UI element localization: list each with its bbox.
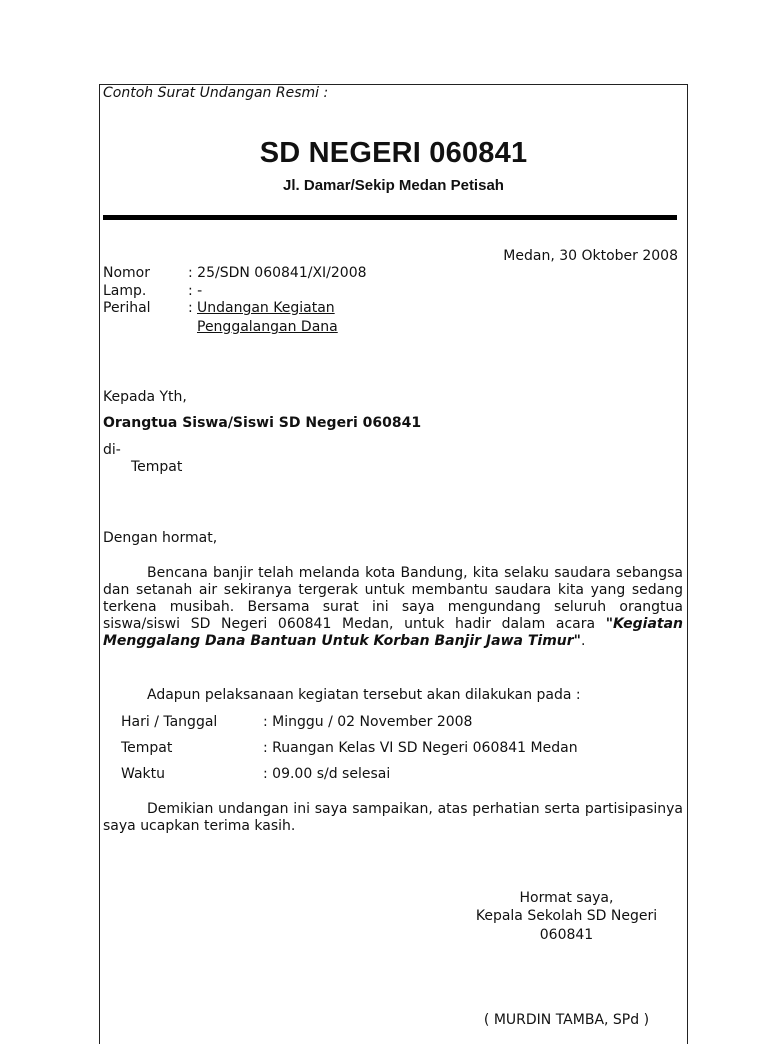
caption: Contoh Surat Undangan Resmi : [103,85,329,101]
signature-name: ( MURDIN TAMBA, SPd ) [483,1012,650,1028]
body-paragraph-2: Adapun pelaksanaan kegiatan tersebut akan dilakukan pada : [147,687,581,703]
letterhead-divider [103,215,677,220]
lamp-value: : - [188,283,203,299]
recipient-name: Orangtua Siswa/Siswi SD Negeri 060841 [103,415,422,431]
detail-label-time: Waktu [121,766,165,782]
paragraph1-text: Bencana banjir telah melanda kota Bandung, kita selaku saudara sebangsa dan setanah air sekiranya tergerak untuk membantu saudara kita yang sedang terkena musibah. Bersama surat ini saya mengundang seluruh orangtua siswa/siswi SD Negeri 060841 Medan, untuk hadir dalam acara [103,565,683,632]
signature-line2: Kepala Sekolah SD Negeri [475,908,658,924]
signature-line3: 060841 [539,927,594,943]
recipient-greeting: Kepada Yth, [103,389,187,405]
perihal-line1: Undangan Kegiatan [197,300,335,316]
event-name: "Kegiatan Menggalang Dana Bantuan Untuk Korban Banjir Jawa Timur" [103,616,684,649]
perihal-line2: Penggalangan Dana [197,319,338,335]
detail-label-place: Tempat [121,740,173,756]
letter-date: Medan, 30 Oktober 2008 [503,248,678,264]
nomor-label: Nomor [103,265,150,281]
salutation: Dengan hormat, [103,530,218,546]
recipient-place: Tempat [131,459,183,475]
body-paragraph-1 [103,565,683,650]
detail-value-date: : Minggu / 02 November 2008 [263,714,473,730]
detail-value-place: : Ruangan Kelas VI SD Negeri 060841 Medan [263,740,578,756]
perihal-prefix: : [188,300,193,316]
closing-text: Demikian undangan ini saya sampaikan, atas perhatian serta partisipasinya saya ucapkan terima kasih. [103,801,683,834]
school-name: SD NEGERI 060841 [259,137,528,169]
recipient-di: di- [103,442,121,458]
detail-value-time: : 09.00 s/d selesai [263,766,391,782]
signature-line1: Hormat saya, [519,890,614,906]
lamp-label: Lamp. [103,283,147,299]
detail-label-date: Hari / Tanggal [121,714,218,730]
perihal-label: Perihal [103,300,151,316]
body-closing [103,801,683,835]
nomor-value: : 25/SDN 060841/XI/2008 [188,265,367,281]
school-address: Jl. Damar/Sekip Medan Petisah [283,177,504,194]
event-end: . [580,633,586,649]
